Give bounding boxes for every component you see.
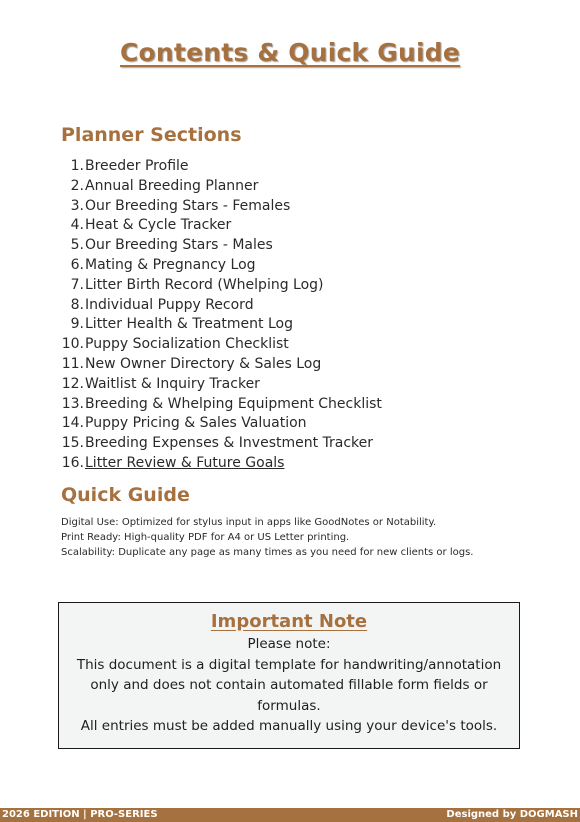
item-label: Mating & Pregnancy Log: [85, 256, 256, 273]
item-number: 16.: [61, 454, 84, 471]
list-item: [58, 177, 382, 197]
list-item: [58, 315, 382, 335]
item-number: 9.: [70, 316, 84, 333]
list-item: [58, 296, 382, 316]
item-label: Puppy Socialization Checklist: [85, 336, 289, 353]
planner-sections-heading: Planner Sections: [61, 124, 242, 146]
guide-line-digital: Digital Use: Optimized for stylus input in apps like GoodNotes or Notability.: [61, 517, 437, 528]
list-item: [58, 197, 382, 217]
item-number: 4.: [70, 217, 84, 234]
guide-line-scalability: Scalability: Duplicate any page as many times as you need for new clients or logs.: [61, 547, 474, 558]
page-title: Contents & Quick Guide: [120, 38, 460, 67]
note-line: only and does not contain automated fillable form fields or: [90, 677, 488, 693]
item-number: 2.: [70, 177, 84, 194]
quick-guide-heading: Quick Guide: [61, 484, 190, 506]
list-item: [58, 276, 382, 296]
list-item-link[interactable]: [58, 454, 382, 474]
list-item: [58, 375, 382, 395]
list-item: [58, 157, 382, 177]
item-label: Puppy Pricing & Sales Valuation: [85, 415, 307, 432]
item-label: Litter Birth Record (Whelping Log): [85, 276, 324, 293]
edition-label: 2026 EDITION | PRO-SERIES: [2, 809, 158, 820]
item-number: 5.: [70, 237, 84, 254]
list-item: [58, 395, 382, 415]
item-number: 6.: [70, 256, 84, 273]
note-line: formulas.: [257, 697, 321, 714]
item-number: 15.: [61, 435, 84, 452]
guide-line-print: Print Ready: High-quality PDF for A4 or US Letter printing.: [61, 532, 350, 543]
item-label: Our Breeding Stars - Males: [85, 237, 273, 254]
item-number: 11.: [61, 355, 84, 372]
item-number: 3.: [70, 197, 84, 214]
note-line: Please note:: [247, 636, 331, 652]
note-title: Important Note: [210, 611, 368, 632]
item-number: 7.: [70, 276, 84, 293]
list-item: [58, 434, 382, 454]
list-item: [58, 414, 382, 434]
item-number: 10.: [61, 336, 84, 353]
item-number: 13.: [61, 395, 84, 412]
item-label: Waitlist & Inquiry Tracker: [85, 375, 260, 392]
designer-credit: Designed by DOGMASH: [446, 809, 578, 820]
list-item: [58, 236, 382, 256]
item-label: Our Breeding Stars - Females: [85, 197, 291, 214]
important-note-box: [58, 602, 520, 749]
note-line: This document is a digital template for handwriting/annotation: [76, 656, 502, 673]
item-label: Individual Puppy Record: [85, 296, 254, 313]
quick-guide-text: [61, 515, 473, 560]
item-number: 8.: [70, 296, 84, 313]
list-item: [58, 335, 382, 355]
footer-bar: [0, 808, 580, 822]
item-number: 12.: [61, 375, 84, 392]
item-number: 1.: [70, 158, 84, 174]
note-body: [59, 634, 519, 737]
item-label: Annual Breeding Planner: [85, 177, 259, 194]
item-label: New Owner Directory & Sales Log: [85, 355, 322, 372]
sections-list: [58, 157, 382, 474]
list-item: [58, 216, 382, 236]
item-label: Breeding & Whelping Equipment Checklist: [85, 395, 382, 412]
list-item: [58, 256, 382, 276]
list-item: [58, 355, 382, 375]
item-label: Heat & Cycle Tracker: [85, 217, 232, 234]
item-label: Litter Health & Treatment Log: [85, 316, 293, 333]
note-line: All entries must be added manually using your device's tools.: [80, 718, 498, 734]
item-label: Breeder Profile: [85, 158, 189, 174]
item-label-link[interactable]: Litter Review & Future Goals: [85, 454, 285, 471]
item-number: 14.: [61, 415, 84, 432]
item-label: Breeding Expenses & Investment Tracker: [85, 435, 374, 452]
